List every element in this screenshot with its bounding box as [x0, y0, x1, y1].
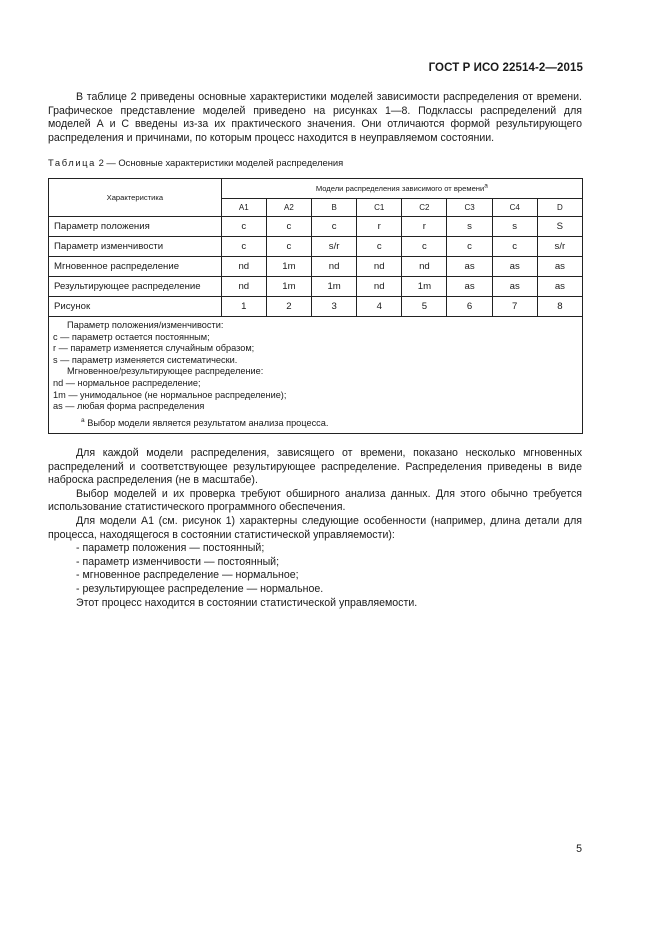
notes-line: 1m — унимодальное (не нормальное распределение);	[53, 389, 287, 400]
footnote-ref: a	[484, 182, 488, 190]
intro-text: В таблице 2 приведены основные характеристики моделей зависимости распределения от времени. Графическое представление моделей приведено на рисунках 1—8. Подклассы распределений для моделей А и С введены из-за их практического значения. Они отличаются формой результирующего распределения и причинами, по которым процесс находится в неуправляемом состоянии.	[48, 91, 582, 144]
column-header: C4	[492, 199, 537, 217]
table-cell: nd	[357, 277, 402, 297]
notes-line: r — параметр изменяется случайным образом;	[53, 343, 255, 354]
list-item: - параметр положения — постоянный;	[76, 542, 265, 555]
table-cell: nd	[402, 257, 447, 277]
table-cell: c	[447, 237, 492, 257]
table-cell: as	[537, 257, 582, 277]
intro-paragraph	[48, 91, 582, 145]
body-text	[48, 447, 582, 610]
row-label: Рисунок	[49, 297, 222, 317]
page-number: 5	[576, 843, 582, 855]
column-header: C2	[402, 199, 447, 217]
column-header: C3	[447, 199, 492, 217]
table-caption-dash: —	[106, 157, 116, 168]
table-cell: r	[357, 217, 402, 237]
document-code: ГОСТ Р ИСО 22514-2—2015	[428, 62, 583, 74]
column-header: C1	[357, 199, 402, 217]
table-cell: as	[537, 277, 582, 297]
column-header: D	[537, 199, 582, 217]
table-cell: as	[447, 257, 492, 277]
table-cell: c	[492, 237, 537, 257]
notes-line: nd — нормальное распределение;	[53, 377, 201, 388]
table-cell: c	[357, 237, 402, 257]
table-cell: s	[447, 217, 492, 237]
notes-line: c — параметр остается постоянным;	[53, 331, 210, 342]
table-cell: 1m	[266, 277, 311, 297]
table-cell: r	[402, 217, 447, 237]
table-cell: c	[266, 217, 311, 237]
model-group-header-text: Модели распределения зависимого от времени	[315, 184, 485, 193]
table-cell: s	[492, 217, 537, 237]
table-notes-row	[49, 317, 583, 434]
table-header-row	[49, 179, 583, 199]
table-cell: 1m	[402, 277, 447, 297]
table-caption-title: Основные характеристики моделей распределения	[118, 157, 344, 168]
row-label: Параметр изменчивости	[49, 237, 222, 257]
table-cell: c	[312, 217, 357, 237]
table-notes	[49, 317, 583, 434]
table-cell: nd	[357, 257, 402, 277]
list-item: - параметр изменчивости — постоянный;	[76, 555, 280, 568]
table-cell: 4	[357, 297, 402, 317]
model-group-header	[221, 179, 582, 199]
table-row	[49, 217, 583, 237]
table-cell: as	[492, 257, 537, 277]
table-caption-number: 2	[98, 157, 104, 168]
table-cell: c	[221, 217, 266, 237]
list-item: - результирующее распределение — нормальное.	[76, 582, 324, 595]
table-caption	[48, 157, 343, 168]
table-row	[49, 297, 583, 317]
table-cell: as	[492, 277, 537, 297]
paragraph: Для каждой модели распределения, зависящего от времени, показано несколько мгновенных распределений и соответствующее результирующее распределение. Распределения приведены в виде наброска распределения (не в масштабе).	[48, 447, 582, 487]
table-cell: 1m	[312, 277, 357, 297]
row-label: Мгновенное распределение	[49, 257, 222, 277]
row-label: Результирующее распределение	[49, 277, 222, 297]
table-cell: 7	[492, 297, 537, 317]
table-cell: c	[266, 237, 311, 257]
table-cell: as	[447, 277, 492, 297]
table-cell: s/r	[537, 237, 582, 257]
table-cell: 1	[221, 297, 266, 317]
row-label: Параметр положения	[49, 217, 222, 237]
footnote-text: Выбор модели является результатом анализа процесса.	[87, 417, 329, 428]
table-cell: S	[537, 217, 582, 237]
table-cell: 3	[312, 297, 357, 317]
column-header: A1	[221, 199, 266, 217]
table-cell: 5	[402, 297, 447, 317]
table-cell: 8	[537, 297, 582, 317]
notes-line: as — любая форма распределения	[53, 401, 205, 412]
table-cell: nd	[221, 277, 266, 297]
table-caption-prefix: Таблица	[48, 157, 96, 168]
footnote-mark: a	[81, 416, 85, 424]
table-row	[49, 237, 583, 257]
list-item: - мгновенное распределение — нормальное;	[76, 569, 299, 582]
table-cell: 1m	[266, 257, 311, 277]
notes-heading: Мгновенное/результирующее распределение:	[67, 366, 264, 377]
table-cell: 2	[266, 297, 311, 317]
notes-heading: Параметр положения/изменчивости:	[67, 320, 224, 330]
paragraph: Выбор моделей и их проверка требуют обширного анализа данных. Для этого обычно требуется использование статистического программного обеспечения.	[48, 487, 582, 514]
table-cell: nd	[221, 257, 266, 277]
characteristic-header: Характеристика	[49, 179, 222, 217]
table-footnote	[53, 418, 577, 430]
column-header: B	[312, 199, 357, 217]
paragraph: Этот процесс находится в состоянии статистической управляемости.	[76, 596, 418, 609]
table-cell: s/r	[312, 237, 357, 257]
paragraph: Для модели А1 (см. рисунок 1) характерны следующие особенности (например, длина детали для процесса, находящегося в состоянии статистической управляемости):	[48, 514, 582, 541]
notes-line: s — параметр изменяется систематически.	[53, 354, 238, 365]
table-cell: c	[221, 237, 266, 257]
models-table	[48, 178, 583, 434]
table-row	[49, 257, 583, 277]
table-cell: c	[402, 237, 447, 257]
table-cell: nd	[312, 257, 357, 277]
column-header: A2	[266, 199, 311, 217]
table-row	[49, 277, 583, 297]
table-cell: 6	[447, 297, 492, 317]
